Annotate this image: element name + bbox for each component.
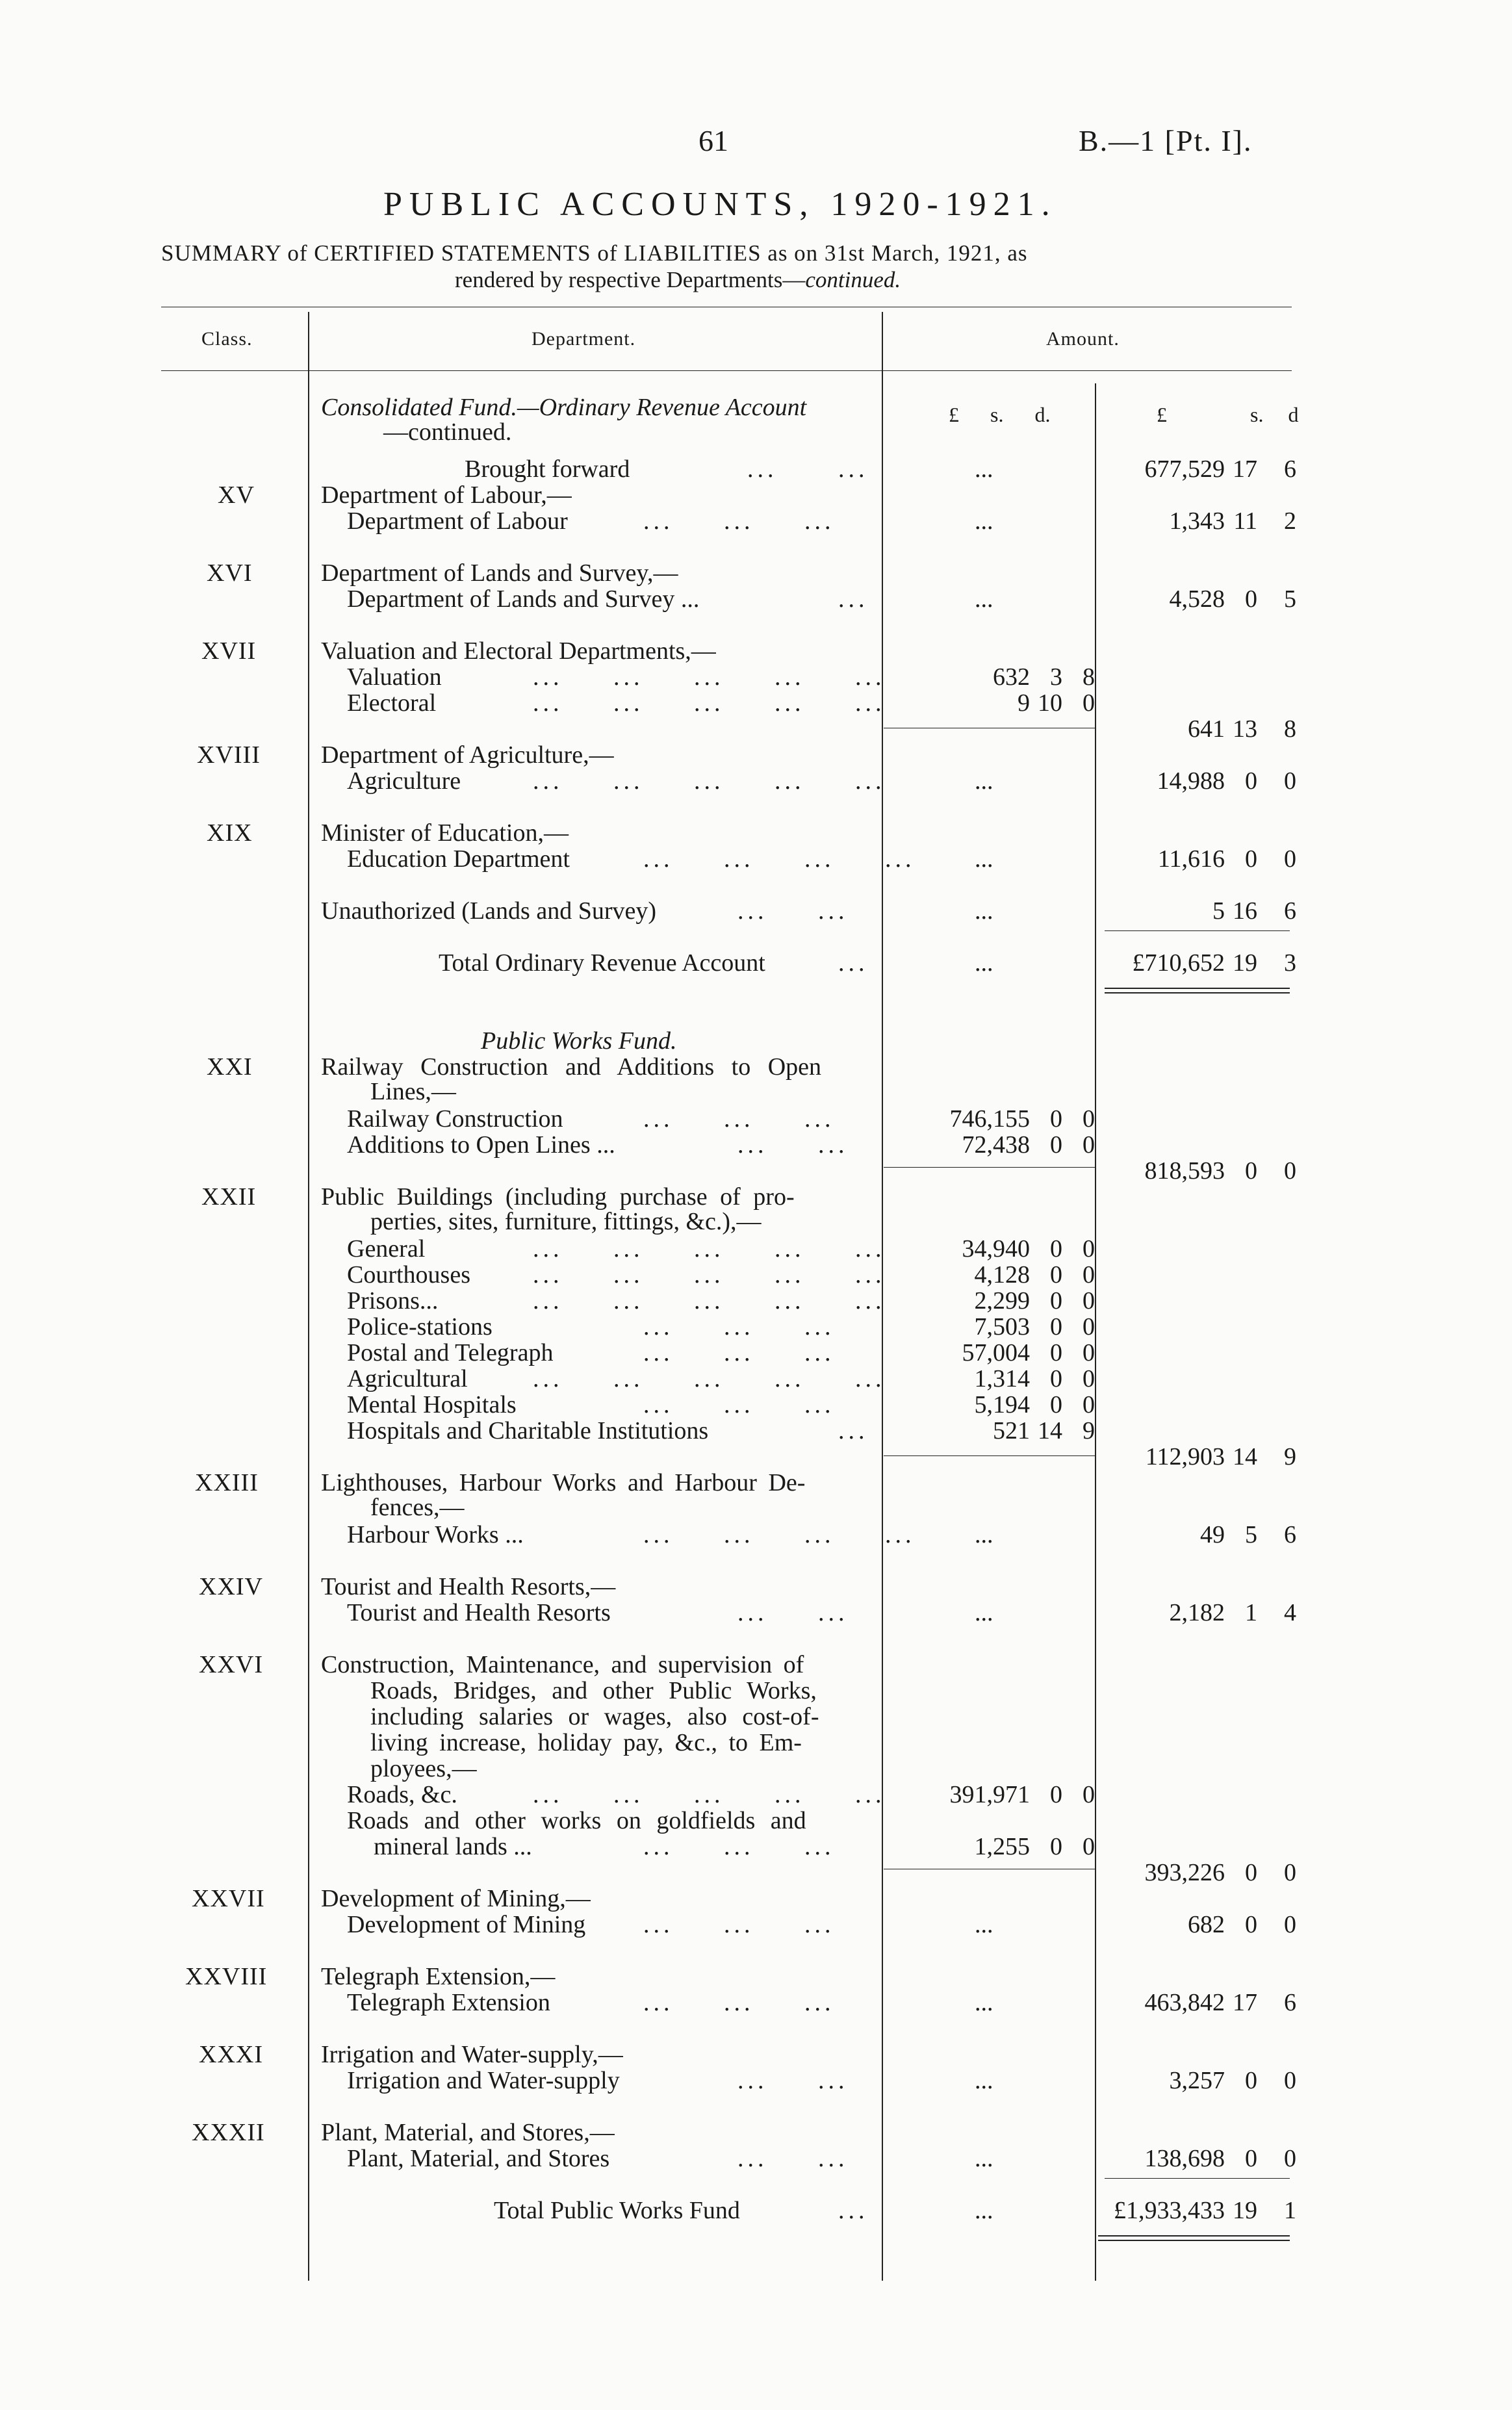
sub-department-name: Hospitals and Charitable Institutions (347, 1417, 709, 1444)
leader-dots: ... ... (737, 1599, 849, 1626)
class-number: XVII (201, 637, 257, 665)
ellipsis: ... (975, 897, 993, 925)
sub-department-name: Roads, &c. (347, 1781, 457, 1808)
sub-department-name: Police-stations (347, 1313, 493, 1340)
class-number: XV (218, 481, 255, 509)
shilling-label: s. (990, 403, 1004, 426)
sub-department-name-cont: mineral lands ... (374, 1833, 532, 1860)
ellipsis: ... (975, 1599, 993, 1626)
line-total: 682 0 0 (1188, 1911, 1296, 1938)
document-reference: B.—1 [Pt. I]. (1079, 124, 1253, 157)
leader-dots: ... ... ... (643, 1989, 835, 2016)
sub-department-name: Department of Lands and Survey ... (347, 585, 700, 613)
section-heading-public-works: Public Works Fund. (481, 1027, 677, 1055)
sub-department-name: Additions to Open Lines ... (347, 1131, 615, 1159)
line-total: 818,593 0 0 (1144, 1157, 1296, 1185)
leader-dots: ... ... ... ... (643, 1521, 916, 1548)
sub-department-name: Courthouses (347, 1261, 470, 1288)
ellipsis: ... (975, 1911, 993, 1938)
leader-dots: ... ... ... (643, 1313, 835, 1340)
class-number: XVI (207, 559, 253, 587)
department-name-cont: living increase, holiday pay, &c., to Em- (370, 1729, 802, 1756)
department-name: Valuation and Electoral Departments,— (321, 637, 716, 665)
department-name: Development of Mining,— (321, 1885, 591, 1912)
leader-dots: ... ... ... ... ... (533, 1235, 886, 1263)
line-total: 14,988 0 0 (1157, 767, 1296, 795)
sub-amount: 521 14 9 (993, 1417, 1095, 1444)
sub-department-name: Harbour Works ... (347, 1521, 524, 1548)
ellipsis: ... (975, 507, 993, 535)
pound-label: £ (949, 403, 959, 426)
department-name-cont: Lines,— (370, 1078, 456, 1105)
leader-dots: ... ... ... (643, 1911, 835, 1938)
department-name-cont: perties, sites, furniture, fittings, &c.),— (370, 1208, 762, 1235)
currency-header-col2 (1157, 403, 1298, 427)
sub-amount: 1,314 0 0 (974, 1365, 1095, 1392)
leader-dots: ... ... (737, 897, 849, 925)
ellipsis: ... (975, 2145, 993, 2172)
department-name: Minister of Education,— (321, 819, 569, 847)
line-total: 1,343 11 2 (1169, 507, 1296, 535)
sub-department-name: Plant, Material, and Stores (347, 2145, 610, 2172)
page-number: 61 (698, 124, 728, 157)
sub-department-name: Electoral (347, 689, 437, 717)
double-rule (1098, 2235, 1290, 2241)
ellipsis: ... (975, 1521, 993, 1548)
line-total: 11,616 0 0 (1157, 845, 1296, 873)
page-title: PUBLIC ACCOUNTS, 1920-1921. (383, 186, 1057, 223)
brought-forward-label: Brought forward (465, 455, 630, 483)
sub-amount: 5,194 0 0 (974, 1391, 1095, 1418)
leader-dots: ... ... ... (643, 1391, 835, 1418)
leader-dots: ... ... ... (643, 507, 835, 535)
sub-amount: 1,255 0 0 (974, 1833, 1095, 1860)
department-name: Irrigation and Water-supply,— (321, 2041, 623, 2068)
line-total: 138,698 0 0 (1144, 2145, 1296, 2172)
sub-amount: 34,940 0 0 (962, 1235, 1095, 1263)
total-rule (1105, 930, 1290, 931)
department-name: Railway Construction and Additions to Open (321, 1053, 822, 1081)
leader-dots: ... (747, 455, 778, 483)
department-name-cont: Roads, Bridges, and other Public Works, (370, 1677, 817, 1704)
leader-dots: ... (838, 949, 869, 977)
line-total: 3,257 0 0 (1169, 2067, 1296, 2094)
department-name: Public Buildings (including purchase of pro- (321, 1183, 795, 1211)
class-number: XXII (201, 1183, 257, 1211)
sub-department-name: Prisons... (347, 1287, 439, 1314)
sub-amount: 746,155 0 0 (949, 1105, 1095, 1133)
total-public-works-label: Total Public Works Fund (494, 2197, 740, 2224)
class-number: XXXII (192, 2119, 265, 2146)
leader-dots: ... (838, 1417, 869, 1444)
sub-department-name: Department of Labour (347, 507, 568, 535)
column-header-amount: Amount. (1046, 328, 1120, 350)
sub-amount: 57,004 0 0 (962, 1339, 1095, 1366)
department-name-cont: including salaries or wages, also cost-of- (370, 1703, 819, 1730)
class-number: XXVI (199, 1651, 263, 1678)
department-name: Lighthouses, Harbour Works and Harbour De- (321, 1469, 806, 1496)
sub-amount: 9 10 0 (1018, 689, 1095, 717)
department-name: Unauthorized (Lands and Survey) (321, 897, 657, 925)
header-bottom-rule (161, 370, 1292, 371)
sub-amount: 632 3 8 (993, 663, 1095, 691)
department-name: Department of Lands and Survey,— (321, 559, 678, 587)
total-rule (1105, 2178, 1290, 2179)
department-name: Tourist and Health Resorts,— (321, 1573, 616, 1600)
department-name: Department of Labour,— (321, 481, 572, 509)
shilling2-label: s. (1250, 403, 1264, 426)
class-number: XXIV (199, 1573, 263, 1600)
leader-dots: ... ... ... ... ... (533, 689, 886, 717)
line-total: 5 16 6 (1212, 897, 1296, 925)
sub-department-name: General (347, 1235, 426, 1263)
line-total: 4,528 0 5 (1169, 585, 1296, 613)
total-public-works-amount: £1,933,433 19 1 (1114, 2197, 1296, 2224)
leader-dots: ... ... ... ... (643, 845, 916, 873)
sub-department-name: Valuation (347, 663, 442, 691)
total-ordinary-revenue-amount: £710,652 19 3 (1132, 949, 1296, 977)
sub-amount: 2,299 0 0 (974, 1287, 1095, 1314)
leader-dots: ... ... ... ... ... (533, 663, 886, 691)
line-total: 393,226 0 0 (1144, 1859, 1296, 1886)
leader-dots: ... ... ... (643, 1833, 835, 1860)
leader-dots: ... (838, 455, 869, 483)
sub-department-name: Railway Construction (347, 1105, 563, 1133)
column-header-class: Class. (201, 328, 253, 350)
ellipsis: ... (975, 2197, 993, 2224)
leader-dots: ... ... (737, 2067, 849, 2094)
ellipsis: ... (975, 2067, 993, 2094)
leader-dots: ... ... ... ... ... (533, 1261, 886, 1288)
line-total: 49 5 6 (1200, 1521, 1296, 1548)
leader-dots: ... ... ... ... ... (533, 1287, 886, 1314)
leader-dots: ... ... (737, 2145, 849, 2172)
summary-line-2-italic: continued. (805, 267, 901, 292)
column-header-department: Department. (532, 328, 636, 350)
sub-department-name: Mental Hospitals (347, 1391, 517, 1418)
leader-dots: ... ... ... (643, 1105, 835, 1133)
class-column-divider (308, 312, 309, 2281)
summary-line-2 (455, 267, 901, 293)
department-name: Department of Agriculture,— (321, 741, 614, 769)
sub-department-name: Tourist and Health Resorts (347, 1599, 611, 1626)
department-name-cont: fences,— (370, 1494, 465, 1521)
class-number: XIX (207, 819, 253, 847)
ellipsis: ... (975, 949, 993, 977)
sub-department-name: Irrigation and Water-supply (347, 2067, 620, 2094)
department-name: Telegraph Extension,— (321, 1963, 556, 1990)
class-number: XVIII (197, 741, 261, 769)
section-heading-continued: —continued. (383, 418, 512, 446)
section-heading-consolidated: Consolidated Fund.—Ordinary Revenue Account (321, 394, 807, 421)
subtotal-rule (884, 1167, 1095, 1168)
brought-forward-amount: 677,529 17 6 (1144, 455, 1296, 483)
sub-department-name: Development of Mining (347, 1911, 586, 1938)
pence2-label: d (1288, 403, 1299, 426)
department-name: Construction, Maintenance, and supervision of (321, 1651, 804, 1678)
summary-line-1: SUMMARY of CERTIFIED STATEMENTS of LIABILITIES as on 31st March, 1921, as (161, 240, 1028, 266)
sub-department-name: Agriculture (347, 767, 461, 795)
ellipsis: ... (975, 845, 993, 873)
summary-line-2-prefix: rendered by respective Departments— (455, 267, 806, 292)
class-number: XXVII (192, 1885, 265, 1912)
class-number: XXI (207, 1053, 253, 1081)
sub-amount: 391,971 0 0 (949, 1781, 1095, 1808)
total-ordinary-revenue-label: Total Ordinary Revenue Account (439, 949, 765, 977)
sub-department-name: Roads and other works on goldfields and (347, 1807, 806, 1834)
leader-dots: ... (838, 585, 869, 613)
pence-label: d. (1034, 403, 1051, 426)
sub-department-name: Postal and Telegraph (347, 1339, 554, 1366)
line-total: 463,842 17 6 (1144, 1989, 1296, 2016)
sub-amount: 4,128 0 0 (974, 1261, 1095, 1288)
ellipsis: ... (975, 455, 993, 483)
leader-dots: ... ... ... ... ... (533, 1781, 886, 1808)
line-total: 112,903 14 9 (1145, 1443, 1296, 1470)
ellipsis: ... (975, 767, 993, 795)
amount-column-divider (1095, 383, 1096, 2281)
pound2-label: £ (1157, 403, 1167, 426)
ellipsis: ... (975, 1989, 993, 2016)
sub-department-name: Education Department (347, 845, 570, 873)
currency-header-col1 (949, 403, 1050, 427)
sub-amount: 7,503 0 0 (974, 1313, 1095, 1340)
leader-dots: ... ... (737, 1131, 849, 1159)
leader-dots: ... ... ... (643, 1339, 835, 1366)
department-name-cont: ployees,— (370, 1755, 477, 1782)
subtotal-rule (884, 1455, 1095, 1456)
sub-department-name: Agricultural (347, 1365, 468, 1392)
leader-dots: ... ... ... ... ... (533, 767, 886, 795)
line-total: 2,182 1 4 (1169, 1599, 1296, 1626)
department-name: Plant, Material, and Stores,— (321, 2119, 615, 2146)
sub-department-name: Telegraph Extension (347, 1989, 550, 2016)
double-rule (1105, 988, 1290, 993)
class-number: XXVIII (185, 1963, 268, 1990)
leader-dots: ... ... ... ... ... (533, 1365, 886, 1392)
class-number: XXIII (195, 1469, 259, 1496)
sub-amount: 72,438 0 0 (962, 1131, 1095, 1159)
leader-dots: ... (838, 2197, 869, 2224)
ellipsis: ... (975, 585, 993, 613)
class-number: XXXI (199, 2041, 263, 2068)
line-total: 641 13 8 (1188, 715, 1296, 743)
